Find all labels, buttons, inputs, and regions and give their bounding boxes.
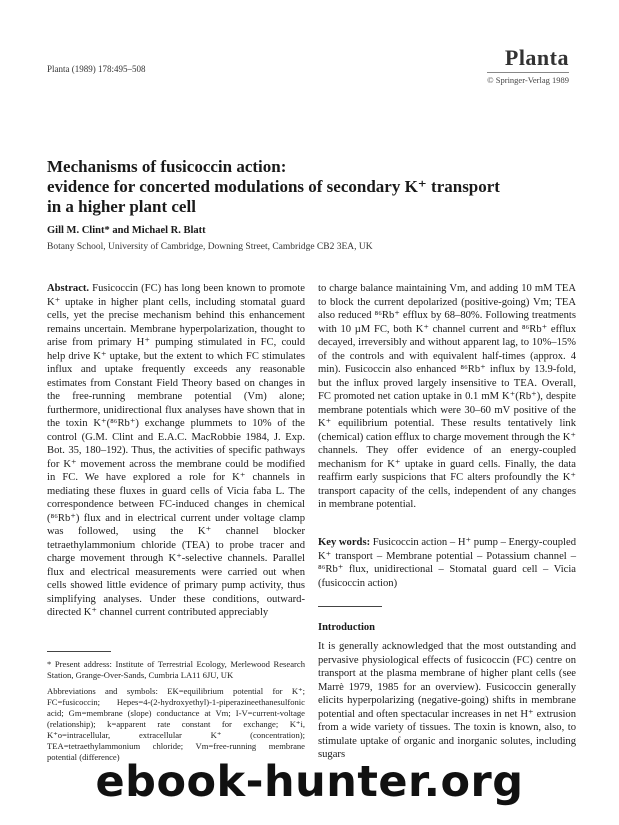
journal-brand [487, 45, 569, 85]
abstract-label: Abstract. [47, 283, 90, 294]
journal-citation: Planta (1989) 178:495–508 [47, 64, 146, 74]
publisher-copyright: © Springer-Verlag 1989 [487, 75, 569, 85]
keywords-label: Key words: [318, 537, 371, 548]
authors: Gill M. Clint* and Michael R. Blatt [47, 225, 206, 236]
title-line-2: evidence for concerted modulations of secondary K⁺ transport [47, 177, 500, 196]
article-title [47, 157, 577, 217]
footnotes [47, 659, 305, 768]
title-line-1: Mechanisms of fusicoccin action: [47, 157, 287, 176]
title-line-3: in a higher plant cell [47, 197, 196, 216]
abstract-left-column [47, 282, 305, 626]
footnote-divider [47, 651, 111, 652]
watermark: ebook-hunter.org [95, 757, 524, 807]
abstract-text-left: Fusicoccin (FC) has long been known to promote K⁺ uptake in higher plant cells, including stomatal guard cells, yet the precise mechanism behind this enhancement remains uncertain. Membrane hyperpolarization, thought to arise from primary H⁺ pumping stimulated in FC, could help drive K⁺ uptake, but the extent to which FC stimulates influx and uptake frequently exceeds any reasonable estimates from Constant Field Theory based on changes in the free-running membrane potential (Vm) alone; furthermore, unidirectional flux analyses have shown that in the toxin K⁺(⁸⁶Rb⁺) exchange plummets to 10% of the control (G.M. Clint and E.A.C. MacRobbie 1984, J. Exp. Bot. 35, 180–192). Thus, the activities of specific pathways for K⁺ movement across the membrane could be modified in FC. We have explored a role for K⁺ channels in mediating these fluxes in guard cells of Vicia faba L. The correspondence between FC-induced changes in chemical (⁸⁶Rb⁺) flux and in electrical current under voltage clamp was followed, using the K⁺ channel blocker tetraethylammonium chloride (TEA) to probe tracer and charge movement through K⁺-selective channels. Parallel flux and electrical measurements were carried out when cells showed little evidence of primary pump activity, thus simplifying analyses. Under these conditions, outward-directed K⁺ channel current contributed appreciably [47, 283, 305, 618]
footnote-abbreviations: Abbreviations and symbols: EK=equilibrium potential for K⁺; FC=fusicoccin; Hepes=4-(2-hydroxyethyl)-1-piperazineethanesulfonic acid; Gm=membrane (slope) conductance at Vm; I-V=current-voltage (relationship); k=apparent rate constant for exchange; K⁺i, K⁺o=intracellular, extracellular K⁺ (concentration); TEA=tetraethylammonium chloride; Vm=free-running membrane potential (difference) [47, 686, 305, 762]
keywords-text: Fusicoccin action – H⁺ pump – Energy-coupled K⁺ transport – Membrane potential – Potassium channel – ⁸⁶Rb⁺ flux, unidirectional – Stomatal guard cell – Vicia (fusicoccin action) [318, 537, 576, 589]
keywords [318, 536, 576, 590]
abstract-text-right: to charge balance maintaining Vm, and adding 10 mM TEA to block the current depolarized (positive-going) Vm; TEA also reduced ⁸⁶Rb⁺ efflux by 68–80%. Following treatments with 10 µM FC, both K⁺ channel current and ⁸⁶Rb⁺ efflux decayed, irreversibly and without apparent lag, to 10%–15% of the controls and with equivalent half-times (approx. 4 min). Fusicoccin also enhanced ⁸⁶Rb⁺ influx by 13.9-fold, but the influx proved largely insensitive to TEA. Overall, FC promoted net cation uptake in 0.1 mM K⁺(Rb⁺), despite membrane potentials which were 30–60 mV positive of the K⁺ equilibrium potential. These results tentatively link (chemical) cation efflux to charge movement through the K⁺ channels. They offer evidence of an energy-coupled mechanism for K⁺ uptake in guard cells. Finally, the data reaffirm early suspicions that FC alters profoundly the K⁺ transport capacity of the cells, independent of any changes in membrane potential. [318, 283, 576, 510]
journal-logo: Planta [487, 45, 569, 73]
footnote-present-address: * Present address: Institute of Terrestrial Ecology, Merlewood Research Station, Grange-Over-Sands, Cumbria LA11 6JU, UK [47, 659, 305, 680]
section-divider [318, 606, 382, 607]
introduction-text: It is generally acknowledged that the most outstanding and pervasive physiological effects of fusicoccin (FC) centre on transport at the plasma membrane of higher plant cells (see Marrè 1979, 1985 for an overview). Fusicoccin generally elicits hyperpolarizing (negative-going) shifts in membrane potential and often spectacular increases in net H⁺ extrusion from a wide variety of tissues. The toxin is known, also, to stimulate uptake of organic and inorganic solutes, including sugars [318, 641, 576, 760]
introduction-heading: Introduction [318, 622, 375, 633]
abstract-right-column [318, 282, 576, 518]
affiliation: Botany School, University of Cambridge, Downing Street, Cambridge CB2 3EA, UK [47, 242, 373, 252]
